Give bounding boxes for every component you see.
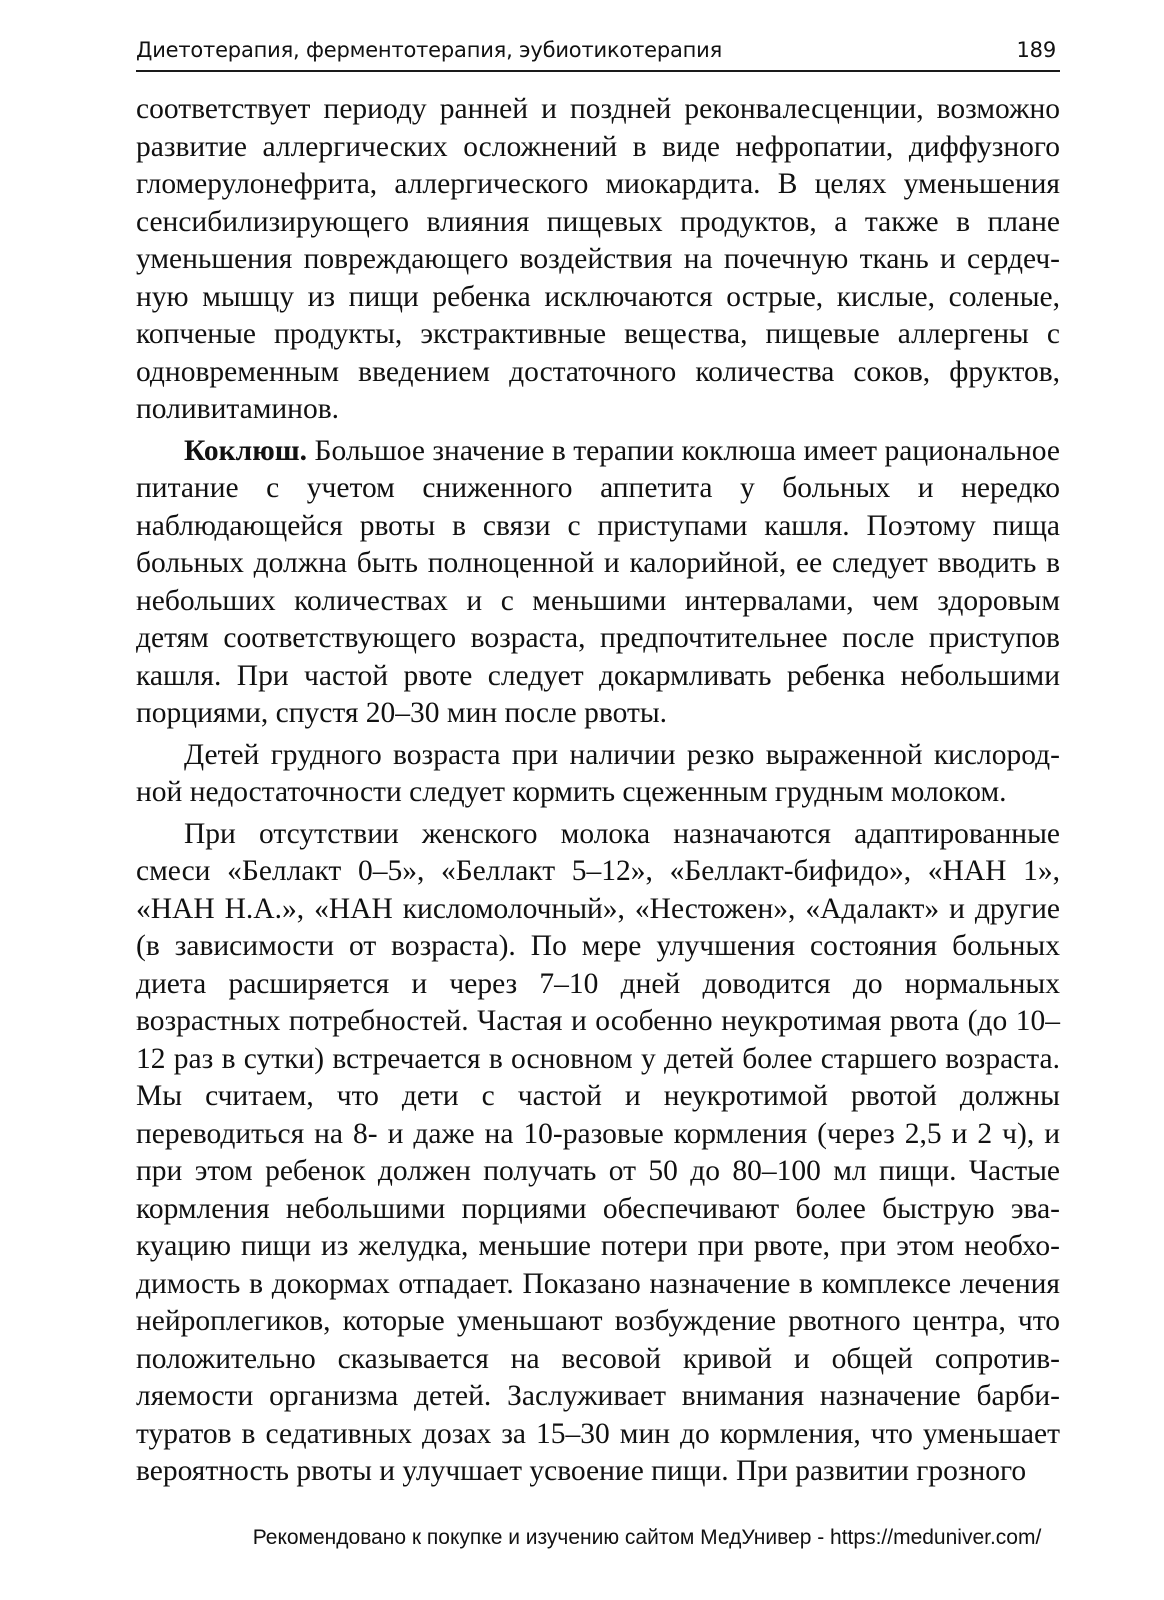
paragraph-formulas [136,816,1060,1491]
running-header [136,30,1060,72]
watermark-text: Рекомендовано к покупке и изучению сайтом МедУнивер - https://meduniver.com/ [252,1526,1042,1549]
run-in-heading: Коклюш. [184,434,308,467]
paragraph-text: Большое значение в терапии коклюша имеет рациональное питание с учетом сниженного аппетита у больных и нередко наблюдающейся рвоты в связи с приступами кашля. Поэтому пища больных должна быть полноценной и калорийной, ее следует вводить в небольших количествах и с меньшими интервалами, чем здоровым детям соответствующего возраста, предпочтительнее после приступов кашля. При частой рвоте следует докармливать ребенка небольшими порциями, спустя 20–30 мин после рвоты. [136,434,1060,729]
running-title: Диетотерапия, ферментотерапия, эубиотикотерапия [136,38,723,62]
watermark-footer [0,1526,1164,1550]
paragraph-text: соответствует периоду ранней и поздней реконвалесценции, возможно развитие аллергических осложнений в виде нефропатии, диффузного гломерулонефрита, аллергического миокардита. В целях уменьшения сенсибилизирующего влияния пищевых продуктов, а также в плане уменьшения повреждающего воздействия на почечную ткань и сердечную мышцу из пищи ребенка исключаются острые, кислые, соленые, копченые продукты, экстрактивные вещества, пищевые аллергены с одновременным введением достаточного количества соков, фруктов, поливитаминов. [136,93,1060,425]
paragraph-infants [136,737,1060,812]
paragraph-continued [136,91,1060,429]
paragraph-text: При отсутствии женского молока назначаются адаптированные смеси «Беллакт 0–5», «Беллакт 5–12», «Беллакт-бифидо», «НАН 1», «НАН Н.А.», «НАН кисломолочный», «Нестожен», «Адалакт» и другие (в зависимости от возраста). По мере улучшения состояния больных диета расширяется и через 7–10 дней доводится до нормальных возрастных потребностей. Частая и особенно неукротимая рвота (до 10–12 раз в сутки) встречается в основном у детей более старшего возраста. Мы считаем, что дети с частой и неукротимой рвотой должны переводиться на 8- и даже на 10-разовые кормления (через 2,5 и 2 ч), и при этом ребенок должен получать от 50 до 80–100 мл пищи. Частые кормления небольшими порциями обеспечивают более быструю эвакуацию пищи из желудка, меньшие потери при рвоте, при этом необходимость в докормах отпадает. Показано назначение в комплексе лечения нейроплегиков, которые уменьшают возбуждение рвотного центра, что положительно сказывается на весовой кривой и общей сопротивляемости организма детей. Заслуживает внимания назначение барбитуратов в седативных дозах за 15–30 мин до кормления, что уменьшает вероятность рвоты и улучшает усвоение пищи. При развитии грозного [136,817,1060,1487]
paragraph-pertussis [136,433,1060,733]
page-body [136,91,1060,1495]
paragraph-text: Детей грудного возраста при наличии резко выраженной кислородной недостаточности следует кормить сцеженным грудным молоком. [136,738,1060,808]
page-number: 189 [1016,38,1056,62]
